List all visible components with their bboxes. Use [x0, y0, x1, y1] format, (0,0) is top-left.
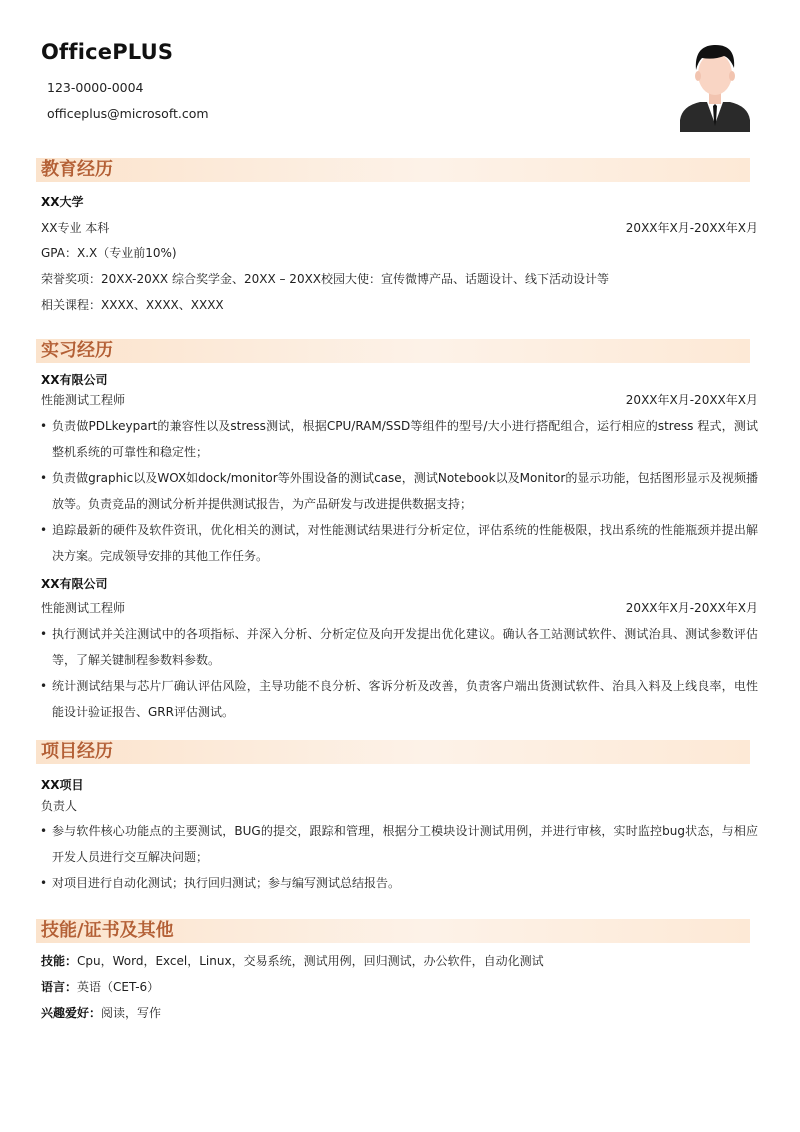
language-value: 英语（CET-6）: [77, 980, 160, 994]
job-role: 性能测试工程师: [41, 393, 126, 407]
bullet-dot: •: [40, 876, 48, 890]
project-role: 负责人: [41, 799, 78, 813]
list-item: • 负责做PDLkeypart的兼容性以及stress测试，根据CPU/RAM/SSD等组件的型号/大小进行搭配组合，运行相应的stress 程式，测试整机系统的可靠性和稳定性；: [40, 413, 758, 465]
hobby-label: 兴趣爱好：: [41, 1006, 102, 1020]
bullet-dot: •: [40, 523, 48, 537]
school-name: XX大学: [41, 195, 84, 209]
internship-section-bar: [36, 339, 750, 363]
list-item: • 参与软件核心功能点的主要测试，BUG的提交，跟踪和管理，根据分工模块设计测试用例，并进行审核，实时监控bug状态，与相应开发人员进行交互解决问题；: [40, 818, 758, 870]
bullet-dot: •: [40, 627, 48, 641]
job-period: 20XX年X月-20XX年X月: [625, 601, 758, 615]
company-name: XX有限公司: [41, 373, 108, 387]
language-line: [41, 979, 159, 995]
skills-line: [41, 953, 544, 969]
courses: 相关课程：XXXX、XXXX、XXXX: [41, 298, 224, 312]
list-item: • 对项目进行自动化测试；执行回归测试；参与编写测试总结报告。: [40, 870, 758, 896]
project-section-title: 项目经历: [41, 741, 113, 762]
honors: 荣誉奖项：20XX-20XX 综合奖学金、20XX – 20XX校园大使：宣传微博产品、话题设计、线下活动设计等: [41, 272, 610, 286]
list-item: • 负责做graphic以及WOX如dock/monitor等外围设备的测试case，测试Notebook以及Monitor的显示功能，包括图形显示及视频播放等。负责竞品的测试分析并提供测试报告，为产品研发与改进提供数据支持；: [40, 465, 758, 517]
education-period: 20XX年X月-20XX年X月: [625, 221, 758, 235]
resume-header: [0, 0, 800, 150]
hobby-line: [41, 1005, 161, 1021]
company-name: XX有限公司: [41, 577, 108, 591]
gpa: GPA：X.X（专业前10%): [41, 246, 177, 260]
job-period: 20XX年X月-20XX年X月: [625, 393, 758, 407]
internship-section-title: 实习经历: [41, 340, 113, 361]
skills-section-title: 技能/证书及其他: [41, 920, 174, 941]
list-item: • 追踪最新的硬件及软件资讯，优化相关的测试，对性能测试结果进行分析定位，评估系统的性能极限，找出系统的性能瓶颈并提出解决方案。完成领导安排的其他工作任务。: [40, 517, 758, 569]
job-role: 性能测试工程师: [41, 601, 126, 615]
bullet-dot: •: [40, 419, 48, 433]
skills-value: Cpu，Word，Excel，Linux，交易系统，测试用例，回归测试，办公软件，自动化测试: [77, 954, 544, 968]
phone-number: 123-0000-0004: [47, 80, 144, 95]
bullet-dot: •: [40, 471, 48, 485]
skills-label: 技能：: [41, 954, 78, 968]
education-section-title: 教育经历: [41, 159, 113, 180]
project-section-bar: [36, 740, 750, 764]
email-address: officeplus@microsoft.com: [47, 106, 209, 121]
major-degree: XX专业 本科: [41, 221, 110, 235]
hobby-value: 阅读，写作: [101, 1006, 162, 1020]
candidate-name: OfficePLUS: [41, 40, 174, 64]
language-label: 语言：: [41, 980, 78, 994]
list-item: • 统计测试结果与芯片厂确认评估风险，主导功能不良分析、客诉分析及改善，负责客户端出货测试软件、治具入料及上线良率，电性能设计验证报告、GRR评估测试。: [40, 673, 758, 725]
project-name: XX项目: [41, 778, 84, 792]
avatar: [680, 40, 750, 132]
list-item: • 执行测试并关注测试中的各项指标、并深入分析、分析定位及向开发提出优化建议。确认各工站测试软件、测试治具、测试参数评估等，了解关键制程参数料参数。: [40, 621, 758, 673]
education-section-bar: [36, 158, 750, 182]
bullet-dot: •: [40, 824, 48, 838]
bullet-dot: •: [40, 679, 48, 693]
